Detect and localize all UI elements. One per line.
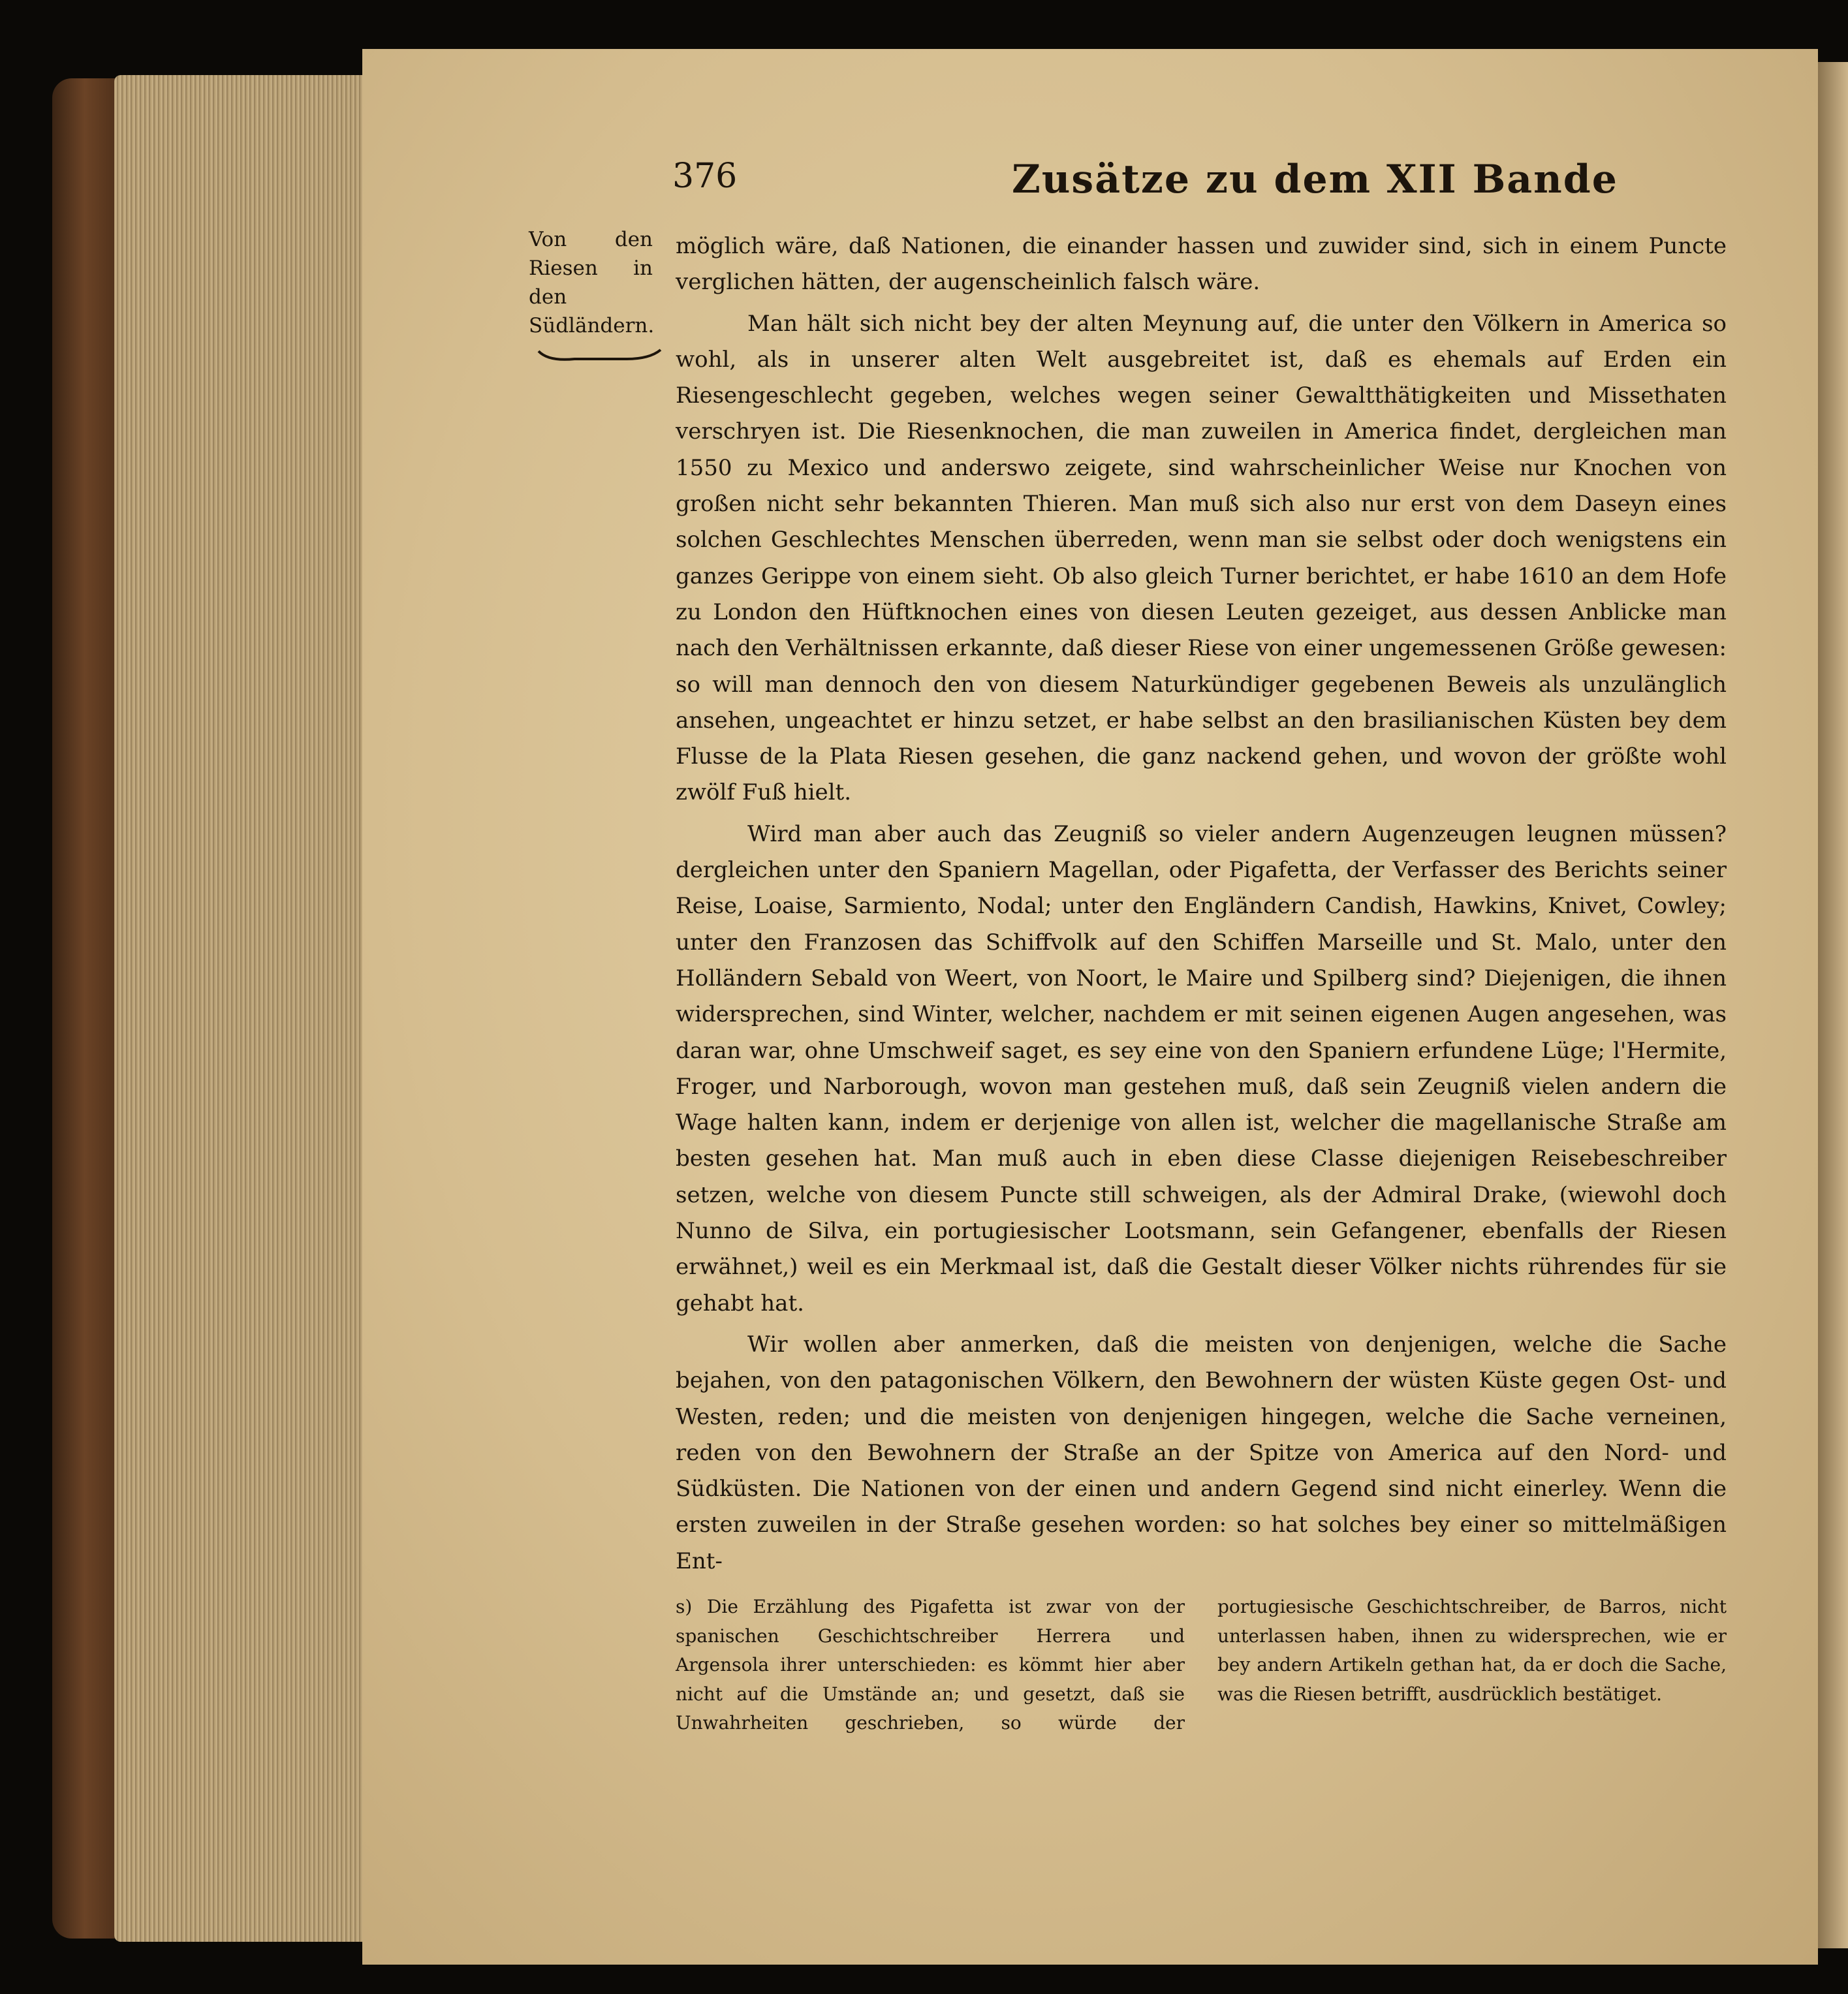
running-head (362, 157, 1818, 215)
paragraph: möglich wäre, daß Nationen, die einander hassen und zuwider sind, sich in einem Puncte verglichen hätten, der augenscheinlich falsch wäre. (676, 233, 1727, 296)
paragraph: Wir wollen aber anmerken, daß die meisten von denjenigen, welche die Sache bejahen, von den patagonischen Völkern, den Bewohnern der wüsten Küste gegen Ost- und Westen, reden; und die meisten von denjenigen hingegen, welche die Sache verneinen, reden von den Bewohnern der Straße an der Spitze von America auf den Nord- und Südküsten. Die Nationen von der einen und andern Gegend sind nicht einerley. Wenn die ersten zuweilen in der Straße gesehen worden: so hat solches bey einer so mittelmäßigen Ent- (676, 1331, 1727, 1574)
book-cover (52, 78, 124, 1939)
footnotes (676, 1593, 1727, 1738)
page-number: 376 (672, 157, 738, 196)
book-page (362, 49, 1818, 1965)
margin-flourish-ornament (535, 346, 666, 366)
footnote: s) Die Erzählung des Pigafetta ist zwar von der spanischen Geschichtschreiber Herrera und Argensola ihrer unterschieden: es kömmt hier aber nicht auf die Umstände an; und gesetzt, daß sie Unwahrheiten geschrieben, so würde der portugiesische Geschichtschreiber, de Barros, nicht unterlassen haben, ihnen zu widersprechen, wie er bey andern Artikeln gethan hat, da er doch die Sache, was die Riesen betrifft, ausdrücklich bestätiget. (676, 1596, 1727, 1734)
next-page-edge (1818, 62, 1848, 1948)
running-title: Zusätze zu dem XII Bande (1012, 157, 1618, 202)
page-edges (114, 75, 362, 1942)
paragraph: Wird man aber auch das Zeugniß so vieler andern Augenzeugen leugnen müssen? dergleichen unter den Spaniern Magellan, oder Pigafetta, der Verfasser des Berichts seiner Reise, Loaise, Sarmiento, Nodal; unter den Engländern Candish, Hawkins, Knivet, Cowley; unter den Franzosen das Schiffvolk auf den Schiffen Marseille und St. Malo, unter den Holländern Sebald von Weert, von Noort, le Maire und Spilberg sind? Diejenigen, die ihnen widersprechen, sind Winter, welcher, nachdem er mit seinen eigenen Augen angesehen, was daran war, ohne Umschweif saget, es sey eine von den Spaniern erfundene Lüge; l'Hermite, Froger, und Narborough, wovon man gestehen muß, daß sein Zeugniß vielen andern die Wage halten kann, indem er derjenige von allen ist, welcher die magellanische Straße am besten gesehen hat. Man muß auch in eben diese Classe diejenigen Reisebeschreiber setzen, welche von diesem Puncte still schweigen, als der Admiral Drake, (wiewohl doch Nunno de Silva, ein portugiesischer Lootsmann, sein Gefangener, ebenfalls der Riesen erwähnet,) weil es ein Merkmaal ist, daß die Gestalt dieser Völker nichts rührendes für sie gehabt hat. (676, 820, 1727, 1316)
main-text (676, 228, 1727, 1580)
paragraph: Man hält sich nicht bey der alten Meynung auf, die unter den Völkern in America so wohl, als in unserer alten Welt ausgebreitet ist, daß es ehemals auf Erden ein Riesengeschlecht gegeben, welches wegen seiner Gewaltthätigkeiten und Missethaten verschryen ist. Die Riesenknochen, die man zuweilen in America findet, dergleichen man 1550 zu Mexico und anderswo zeigete, sind wahrscheinlicher Weise nur Knochen von großen nicht sehr bekannten Thieren. Man muß sich also nur erst von dem Daseyn eines solchen Geschlechtes Menschen überreden, wenn man sie selbst oder doch wenigstens ein ganzes Gerippe von einem sieht. Ob also gleich Turner berichtet, er habe 1610 an dem Hofe zu London den Hüftknochen eines von diesen Leuten gezeiget, aus dessen Anblicke man nach den Verhältnissen erkannte, daß dieser Riese von einer ungemessenen Größe gewesen: so will man dennoch den von diesem Naturkündiger gegebenen Beweis als unzulänglich ansehen, ungeachtet er hinzu setzet, er habe selbst an den brasilianischen Küsten bey dem Flusse de la Plata Riesen gesehen, die ganz nackend gehen, und wovon der größte wohl zwölf Fuß hielt. (676, 310, 1727, 806)
margin-note: Von den Riesen in den Südländern. (529, 228, 655, 337)
